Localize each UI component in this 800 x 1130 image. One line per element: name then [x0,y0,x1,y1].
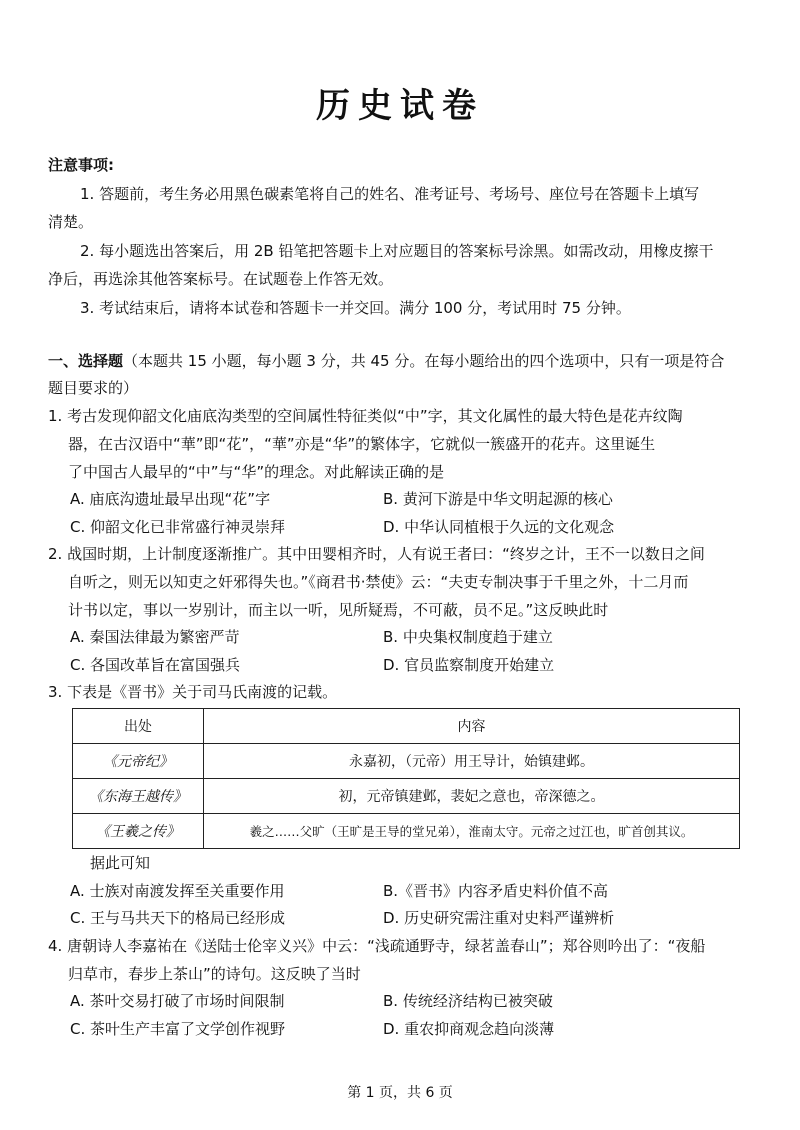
question-1-option-b: B. 黄河下游是中华文明起源的核心 [383,490,613,508]
question-1-option-d: D. 中华认同植根于久远的文化观念 [383,518,615,536]
table-cell-content: 永嘉初，（元帝）用王导计，始镇建邺。 [204,744,740,779]
notice-heading: 注意事项: [48,156,114,174]
notice-line: 3. 考试结束后，请将本试卷和答题卡一并交回。满分 100 分，考试用时 75 分钟。 [80,299,631,317]
question-2-option-a: A. 秦国法律最为繁密严苛 [70,628,240,646]
notice-line: 清楚。 [48,213,94,231]
question-2-option-d: D. 官员监察制度开始建立 [383,656,555,674]
question-3-option-d: D. 历史研究需注重对史料严谨辨析 [383,909,615,927]
question-1-stem: 了中国古人最早的“中”与“华”的理念。对此解读正确的是 [68,463,445,481]
table-header-source: 出处 [73,709,204,744]
question-3-lead: 据此可知 [90,854,151,872]
question-1-option-a: A. 庙底沟遗址最早出现“花”字 [70,490,271,508]
table-cell-content: 羲之……父旷（王旷是王导的堂兄弟），淮南太守。元帝之过江也，旷首创其议。 [204,814,740,849]
question-4-option-a: A. 茶叶交易打破了市场时间限制 [70,992,285,1010]
table-row [73,744,740,779]
question-2-stem: 自听之，则无以知吏之奸邪得失也。”《商君书·禁使》云：“夫吏专制决事于千里之外，十二月而 [68,573,689,591]
question-4-option-c: C. 茶叶生产丰富了文学创作视野 [70,1020,286,1038]
question-4-option-d: D. 重农抑商观念趋向淡薄 [383,1020,555,1038]
table-cell-source: 《东海王越传》 [73,779,204,814]
section-intro [48,350,724,372]
table-row [73,779,740,814]
question-2-stem: 2. 战国时期，上计制度逐渐推广。其中田婴相齐时，人有说王者曰：“终岁之计，王不一以数日之间 [48,545,705,563]
section-label: 一、选择题 [48,352,124,370]
question-2-stem: 计书以定，事以一岁别计，而主以一听，见所疑焉，不可蔽，员不足。”这反映此时 [68,601,609,619]
page-footer: 第 1 页，共 6 页 [347,1085,453,1101]
notice-line: 2. 每小题选出答案后，用 2B 铅笔把答题卡上对应题目的答案标号涂黑。如需改动，用橡皮擦干 [80,242,714,260]
question-2-option-b: B. 中央集权制度趋于建立 [383,628,553,646]
question-3-stem: 3. 下表是《晋书》关于司马氏南渡的记载。 [48,683,338,701]
question-3-option-b: B.《晋书》内容矛盾史料价值不高 [383,882,609,900]
question-2-option-c: C. 各国改革旨在富国强兵 [70,656,241,674]
question-1-option-c: C. 仰韶文化已非常盛行神灵崇拜 [70,518,286,536]
question-1-stem: 器，在古汉语中“華”即“花”，“華”亦是“华”的繁体字，它就似一簇盛开的花卉。这里诞生 [68,435,656,453]
section-intro-text: （本题共 15 小题，每小题 3 分，共 45 分。在每小题给出的四个选项中，只有一项是符合 [123,352,725,370]
records-table [72,708,740,849]
table-header-row [73,709,740,744]
question-4-stem: 归草市，春步上茶山”的诗句。这反映了当时 [68,965,361,983]
question-1-stem: 1. 考古发现仰韶文化庙底沟类型的空间属性特征类似“中”字，其文化属性的最大特色是花卉纹陶 [48,407,683,425]
question-4-option-b: B. 传统经济结构已被突破 [383,992,553,1010]
notice-line: 净后，再选涂其他答案标号。在试题卷上作答无效。 [48,270,394,288]
table-cell-source: 《元帝纪》 [73,744,204,779]
question-3-option-c: C. 王与马共天下的格局已经形成 [70,909,286,927]
table-row [73,814,740,849]
page-title: 历史试卷 [316,86,484,126]
question-4-stem: 4. 唐朝诗人李嘉祐在《送陆士伦宰义兴》中云：“浅疏通野寺，绿茗盖春山”；郑谷则吟出了：“夜船 [48,937,706,955]
section-intro-cont: 题目要求的） [48,379,139,397]
notice-line: 1. 答题前，考生务必用黑色碳素笔将自己的姓名、准考证号、考场号、座位号在答题卡上填写 [80,185,700,203]
table-cell-source: 《王羲之传》 [73,814,204,849]
table-header-content: 内容 [204,709,740,744]
table-cell-content: 初，元帝镇建邺，裴妃之意也，帝深德之。 [204,779,740,814]
question-3-option-a: A. 士族对南渡发挥至关重要作用 [70,882,285,900]
